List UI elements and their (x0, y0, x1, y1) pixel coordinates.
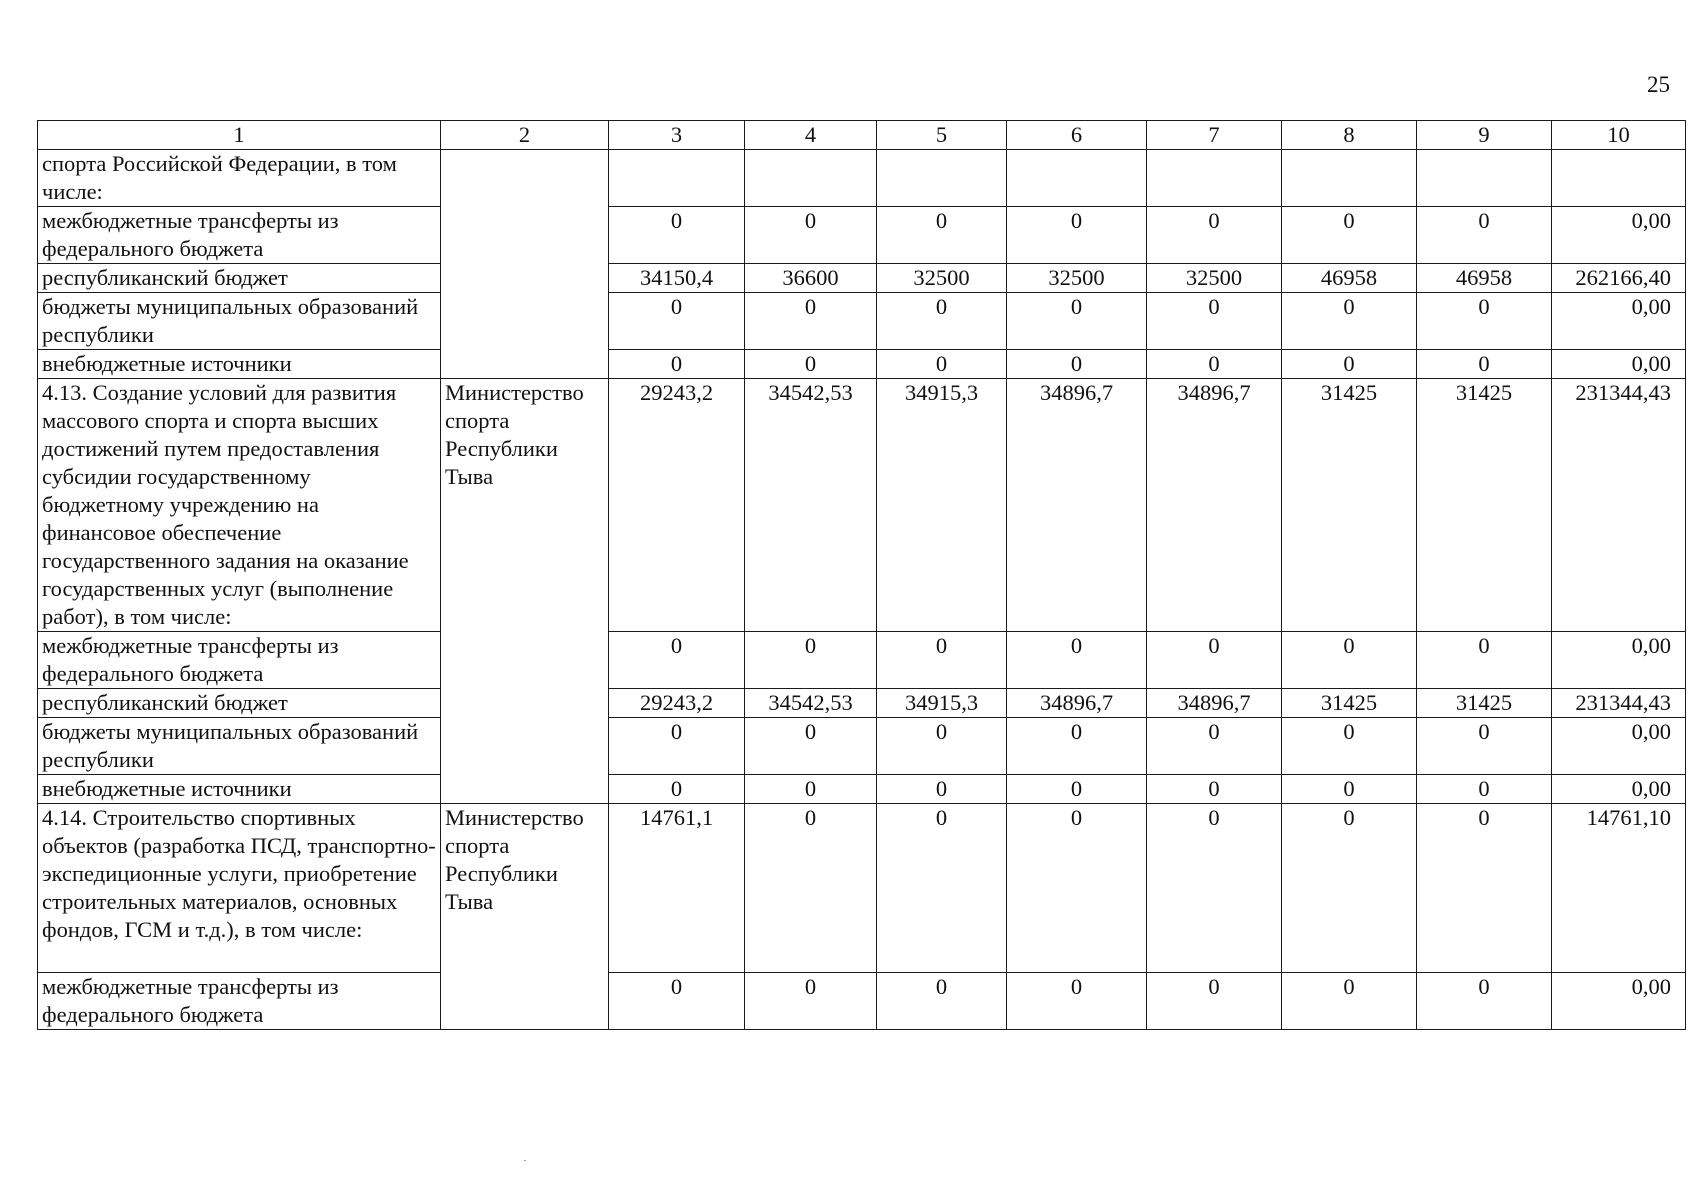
value-cell: 36600 (745, 264, 877, 293)
value-cell: 34896,7 (1007, 379, 1147, 632)
value-cell: 0 (1007, 207, 1147, 264)
row-description: внебюджетные источники (38, 350, 441, 379)
value-cell: 0 (877, 973, 1007, 1030)
value-cell: 0 (1007, 293, 1147, 350)
value-cell: 0 (1417, 632, 1552, 689)
row-executor (441, 150, 609, 379)
total-cell: 0,00 (1552, 350, 1686, 379)
page-number: 25 (1647, 72, 1670, 97)
value-cell: 0 (609, 207, 745, 264)
table-row (38, 207, 1686, 264)
value-cell (877, 150, 1007, 207)
row-description: 4.13. Создание условий для развития массового спорта и спорта высших достижений путем предоставления субсидии государственному бюджетному учреждению на финансовое обеспечение государственного задания на оказание государственных услуг (выполнение работ), в том числе: (38, 379, 441, 632)
value-cell: 32500 (1007, 264, 1147, 293)
value-cell: 34896,7 (1147, 689, 1282, 718)
value-cell: 31425 (1282, 379, 1417, 632)
row-description: бюджеты муниципальных образований республики (38, 293, 441, 350)
value-cell: 0 (1417, 293, 1552, 350)
value-cell (1417, 150, 1552, 207)
budget-table (37, 120, 1686, 1030)
table-header-row (38, 121, 1686, 150)
value-cell (745, 150, 877, 207)
value-cell: 0 (1282, 804, 1417, 973)
value-cell: 0 (877, 804, 1007, 973)
column-header: 7 (1147, 121, 1282, 150)
value-cell: 34896,7 (1007, 689, 1147, 718)
value-cell: 0 (1147, 293, 1282, 350)
value-cell: 0 (1282, 775, 1417, 804)
column-header: 9 (1417, 121, 1552, 150)
row-description: межбюджетные трансферты из федерального бюджета (38, 207, 441, 264)
column-header: 3 (609, 121, 745, 150)
row-description: спорта Российской Федерации, в том числе: (38, 150, 441, 207)
table-row (38, 718, 1686, 775)
table-row (38, 264, 1686, 293)
value-cell: 0 (1007, 632, 1147, 689)
row-executor: Министерство спорта Республики Тыва (441, 804, 609, 1030)
value-cell: 0 (1417, 973, 1552, 1030)
value-cell: 0 (877, 775, 1007, 804)
table-row (38, 379, 1686, 632)
table-row (38, 293, 1686, 350)
total-cell: 0,00 (1552, 293, 1686, 350)
value-cell: 0 (1007, 973, 1147, 1030)
value-cell: 0 (1417, 207, 1552, 264)
table-row (38, 775, 1686, 804)
value-cell: 0 (745, 973, 877, 1030)
value-cell: 0 (877, 207, 1007, 264)
value-cell: 46958 (1282, 264, 1417, 293)
table-row (38, 150, 1686, 207)
value-cell: 0 (1417, 804, 1552, 973)
value-cell: 31425 (1282, 689, 1417, 718)
value-cell: 0 (1417, 350, 1552, 379)
column-header: 8 (1282, 121, 1417, 150)
row-description: межбюджетные трансферты из федерального бюджета (38, 632, 441, 689)
value-cell: 0 (1282, 973, 1417, 1030)
value-cell: 34896,7 (1147, 379, 1282, 632)
row-description: межбюджетные трансферты из федерального бюджета (38, 973, 441, 1030)
value-cell (1147, 150, 1282, 207)
value-cell: 0 (1417, 718, 1552, 775)
column-header: 10 (1552, 121, 1686, 150)
total-cell: 262166,40 (1552, 264, 1686, 293)
value-cell: 0 (609, 293, 745, 350)
value-cell: 0 (1147, 207, 1282, 264)
value-cell: 0 (609, 632, 745, 689)
value-cell: 0 (877, 632, 1007, 689)
value-cell: 34915,3 (877, 689, 1007, 718)
value-cell: 0 (609, 718, 745, 775)
value-cell: 0 (1282, 207, 1417, 264)
value-cell: 0 (745, 350, 877, 379)
column-header: 4 (745, 121, 877, 150)
value-cell: 0 (745, 293, 877, 350)
value-cell: 29243,2 (609, 689, 745, 718)
table-row (38, 632, 1686, 689)
value-cell: 0 (1007, 804, 1147, 973)
value-cell: 0 (1147, 350, 1282, 379)
value-cell: 0 (1282, 350, 1417, 379)
value-cell: 0 (877, 293, 1007, 350)
value-cell: 0 (609, 775, 745, 804)
value-cell: 0 (1282, 718, 1417, 775)
value-cell: 14761,1 (609, 804, 745, 973)
value-cell: 0 (745, 207, 877, 264)
total-cell: 0,00 (1552, 718, 1686, 775)
value-cell: 0 (609, 973, 745, 1030)
column-header: 5 (877, 121, 1007, 150)
value-cell (1282, 150, 1417, 207)
value-cell (609, 150, 745, 207)
value-cell: 0 (1147, 775, 1282, 804)
value-cell: 0 (1147, 718, 1282, 775)
value-cell: 46958 (1417, 264, 1552, 293)
total-cell: 231344,43 (1552, 689, 1686, 718)
value-cell: 0 (1282, 293, 1417, 350)
column-header: 1 (38, 121, 441, 150)
table-row (38, 689, 1686, 718)
table-row (38, 973, 1686, 1030)
total-cell: 0,00 (1552, 775, 1686, 804)
value-cell: 0 (1007, 350, 1147, 379)
value-cell: 0 (1282, 632, 1417, 689)
value-cell: 34915,3 (877, 379, 1007, 632)
value-cell: 0 (1007, 718, 1147, 775)
total-cell: 0,00 (1552, 207, 1686, 264)
row-description: внебюджетные источники (38, 775, 441, 804)
value-cell: 0 (1417, 775, 1552, 804)
table-row (38, 804, 1686, 973)
column-header: 2 (441, 121, 609, 150)
value-cell: 0 (1147, 973, 1282, 1030)
row-description: 4.14. Строительство спортивных объектов (разработка ПСД, транспортно-экспедиционные услуги, приобретение строительных материалов, основных фондов, ГСМ и т.д.), в том числе: (38, 804, 441, 973)
total-cell: 0,00 (1552, 973, 1686, 1030)
total-cell: 231344,43 (1552, 379, 1686, 632)
total-cell (1552, 150, 1686, 207)
value-cell: 29243,2 (609, 379, 745, 632)
value-cell: 32500 (877, 264, 1007, 293)
table-row (38, 350, 1686, 379)
value-cell: 34150,4 (609, 264, 745, 293)
value-cell: 0 (1147, 632, 1282, 689)
value-cell: 32500 (1147, 264, 1282, 293)
value-cell: 0 (745, 718, 877, 775)
value-cell: 0 (877, 350, 1007, 379)
value-cell: 34542,53 (745, 689, 877, 718)
value-cell: 0 (745, 775, 877, 804)
value-cell: 34542,53 (745, 379, 877, 632)
total-cell: 14761,10 (1552, 804, 1686, 973)
value-cell: 0 (1007, 775, 1147, 804)
row-executor: Министерство спорта Республики Тыва (441, 379, 609, 804)
value-cell: 0 (745, 632, 877, 689)
value-cell: 0 (1147, 804, 1282, 973)
value-cell (1007, 150, 1147, 207)
scan-artifact-mark (524, 1160, 526, 1161)
value-cell: 31425 (1417, 379, 1552, 632)
row-description: республиканский бюджет (38, 689, 441, 718)
total-cell: 0,00 (1552, 632, 1686, 689)
row-description: бюджеты муниципальных образований республики (38, 718, 441, 775)
value-cell: 0 (609, 350, 745, 379)
value-cell: 31425 (1417, 689, 1552, 718)
value-cell: 0 (745, 804, 877, 973)
column-header: 6 (1007, 121, 1147, 150)
row-description: республиканский бюджет (38, 264, 441, 293)
value-cell: 0 (877, 718, 1007, 775)
